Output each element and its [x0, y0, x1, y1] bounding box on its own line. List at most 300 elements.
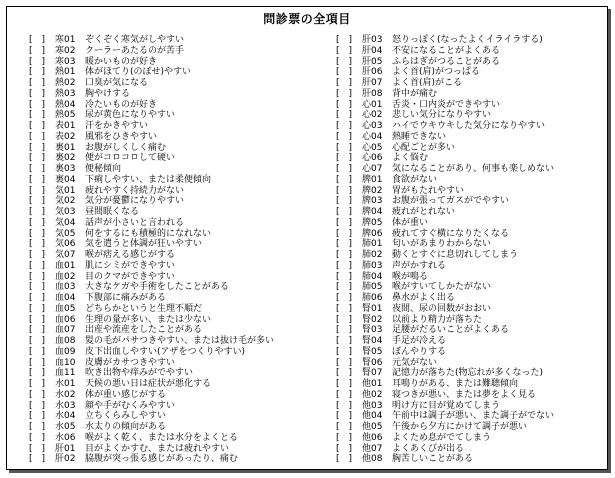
item-text: 声がかすれる [392, 260, 447, 271]
checkbox-bracket[interactable]: [ ] [336, 207, 353, 217]
item-text: ぼんやりする [392, 346, 447, 357]
item-code: 脾02 [362, 185, 383, 196]
checkbox-bracket[interactable]: [ ] [336, 303, 353, 314]
checkbox-bracket[interactable]: [ ] [336, 142, 353, 153]
checklist-item[interactable] [29, 379, 329, 390]
item-code: 血02 [55, 271, 76, 282]
item-code: 肝05 [362, 56, 383, 67]
item-code: 他04 [362, 411, 383, 422]
checkbox-bracket[interactable]: [ ] [336, 250, 353, 260]
checklist-item[interactable] [336, 57, 604, 68]
checklist-item[interactable] [336, 422, 604, 433]
checklist-item[interactable] [29, 433, 329, 444]
item-text: 下腹部に痛みがある [85, 293, 167, 303]
checklist-item[interactable] [29, 315, 329, 326]
checklist-item[interactable] [336, 444, 604, 455]
checklist-item[interactable] [336, 35, 604, 46]
checklist-item[interactable] [336, 304, 604, 315]
checkbox-bracket[interactable]: [ ] [336, 45, 353, 56]
checkbox-bracket[interactable]: [ ] [336, 217, 353, 228]
checkbox-bracket[interactable]: [ ] [29, 282, 46, 293]
checklist-item[interactable] [336, 229, 604, 240]
page-title: 問診票の全項目 [263, 12, 351, 26]
item-code: 水05 [55, 422, 76, 432]
item-code: 脾04 [362, 207, 383, 217]
checklist-item[interactable] [29, 325, 329, 336]
item-text: 目のクマができやすい [85, 271, 176, 282]
checklist-item[interactable] [336, 207, 604, 218]
checkbox-bracket[interactable]: [ ] [29, 67, 46, 78]
checkbox-bracket[interactable]: [ ] [336, 153, 353, 164]
item-text: 下痢しやすい、または柔便傾向 [85, 174, 212, 185]
checklist-item[interactable] [336, 46, 604, 57]
checklist-item[interactable] [336, 390, 604, 401]
checkbox-bracket[interactable]: [ ] [336, 411, 353, 422]
item-text: どちらかというと生理不順だ [85, 303, 203, 314]
checklist-item[interactable] [29, 175, 329, 186]
checkbox-bracket[interactable]: [ ] [29, 174, 46, 185]
item-code: 水01 [55, 379, 76, 389]
checklist-item[interactable] [29, 261, 329, 272]
item-text: 吹き出物や痒みがでやすい [85, 368, 194, 379]
item-text: 疲れてすぐ横になりたくなる [392, 228, 510, 239]
checkbox-bracket[interactable]: [ ] [29, 293, 46, 303]
item-text: よく首(肩)がつっぱる [392, 67, 480, 78]
checkbox-bracket[interactable]: [ ] [29, 314, 46, 325]
checklist-item[interactable] [336, 175, 604, 186]
item-code: 脾03 [362, 196, 383, 207]
item-code: 血06 [55, 314, 76, 325]
item-text: よくため息がでてしまう [392, 432, 492, 443]
item-text: お腹がしくしく痛む [85, 142, 167, 153]
checklist-item[interactable] [29, 164, 329, 175]
item-code: 他02 [362, 389, 383, 400]
item-code: 血04 [55, 293, 76, 303]
checkbox-bracket[interactable]: [ ] [336, 196, 353, 207]
checklist-item[interactable] [336, 347, 604, 358]
item-code: 熱02 [55, 78, 76, 88]
checklist-item[interactable] [336, 250, 604, 261]
item-text: 髪の毛がパサつきやすい、または抜け毛が多い [85, 336, 275, 346]
checkbox-bracket[interactable]: [ ] [29, 422, 46, 432]
checklist-item[interactable] [336, 272, 604, 283]
item-code: 心01 [362, 99, 383, 110]
item-code: 気06 [55, 239, 76, 250]
questionnaire-sheet [6, 6, 608, 470]
item-text: 体がほてり(のぼせ)やすい [85, 67, 192, 78]
checkbox-bracket[interactable]: [ ] [336, 325, 353, 336]
checkbox-bracket[interactable]: [ ] [336, 379, 353, 389]
checkbox-bracket[interactable]: [ ] [336, 432, 353, 443]
checklist-item[interactable] [29, 46, 329, 57]
item-code: 肝04 [362, 45, 383, 56]
checklist-item[interactable] [29, 196, 329, 207]
item-code: 脾01 [362, 174, 383, 185]
item-text: 午前中は調子が悪い、また調子がでない [392, 411, 555, 422]
checklist-item[interactable] [29, 293, 329, 304]
checklist-item[interactable] [29, 57, 329, 68]
checkbox-bracket[interactable]: [ ] [336, 357, 353, 368]
checkbox-bracket[interactable]: [ ] [29, 131, 46, 142]
item-text: 不安になることがよくある [392, 45, 501, 56]
item-text: 胸苦しいことがある [392, 454, 474, 465]
item-code: 腎01 [362, 303, 383, 314]
checkbox-bracket[interactable]: [ ] [29, 260, 46, 271]
item-code: 気02 [55, 196, 76, 207]
checkbox-bracket[interactable]: [ ] [29, 217, 46, 228]
item-text: 喉がすいてしかたがない [392, 282, 492, 293]
checkbox-bracket[interactable]: [ ] [29, 400, 46, 411]
checklist-item[interactable] [29, 368, 329, 379]
item-text: 大きなケガや手術をしたことがある [85, 282, 229, 293]
item-text: 疲れやすく持続力がない [85, 185, 185, 196]
checklist-item[interactable] [336, 89, 604, 100]
item-code: 腎02 [362, 314, 383, 325]
checklist-item[interactable] [29, 78, 329, 89]
checkbox-bracket[interactable]: [ ] [29, 78, 46, 88]
item-text: 心配ごとが多い [392, 142, 456, 153]
item-text: 元気がない [392, 357, 438, 368]
checklist-item[interactable] [336, 164, 604, 175]
checkbox-bracket[interactable]: [ ] [29, 346, 46, 357]
item-code: 熱04 [55, 99, 76, 110]
item-text: 耳鳴りがある、または難聴傾向 [392, 379, 519, 389]
checklist-item[interactable] [29, 218, 329, 229]
checklist-item[interactable] [336, 358, 604, 369]
checkbox-bracket[interactable]: [ ] [29, 379, 46, 389]
item-text: 手足が冷える [392, 336, 447, 346]
checkbox-bracket[interactable]: [ ] [29, 271, 46, 282]
item-code: 他05 [362, 422, 383, 432]
checklist-item[interactable] [336, 153, 604, 164]
checkbox-bracket[interactable]: [ ] [29, 153, 46, 164]
checkbox-bracket[interactable]: [ ] [29, 303, 46, 314]
item-text: 皮膚がカサつきやすい [85, 357, 176, 368]
checkbox-bracket[interactable]: [ ] [29, 325, 46, 336]
item-code: 気07 [55, 250, 76, 260]
item-text: 疲れがとれない [392, 207, 456, 217]
checkbox-bracket[interactable]: [ ] [336, 228, 353, 239]
checkbox-bracket[interactable]: [ ] [29, 443, 46, 454]
checklist-item[interactable] [336, 261, 604, 272]
item-code: 気04 [55, 217, 76, 228]
checklist-item[interactable] [29, 110, 329, 121]
checkbox-bracket[interactable]: [ ] [29, 88, 46, 99]
checklist-item[interactable] [336, 368, 604, 379]
checklist-item[interactable] [29, 67, 329, 78]
item-text: 胃がもたれやすい [392, 185, 465, 196]
checklist-item[interactable] [336, 100, 604, 111]
checklist-item[interactable] [336, 379, 604, 390]
item-text: 体が重い感じがする [85, 389, 167, 400]
item-text: 足腰がだるいことがよくある [392, 325, 510, 336]
item-code: 他01 [362, 379, 383, 389]
checklist-item[interactable] [336, 110, 604, 121]
checklist-item[interactable] [336, 401, 604, 412]
item-text: 話声が小さいと言われる [85, 217, 185, 228]
item-code: 熱05 [55, 110, 76, 121]
checklist-item[interactable] [336, 218, 604, 229]
checklist-item[interactable] [336, 239, 604, 250]
item-text: 尿が黄色になりやすい [85, 110, 176, 121]
item-text: 便秘傾向 [85, 164, 122, 174]
checkbox-bracket[interactable]: [ ] [336, 454, 353, 465]
item-text: 記憶力が落ちた(物忘れが多くなった) [392, 368, 544, 379]
checkbox-bracket[interactable]: [ ] [29, 207, 46, 217]
item-text: よくあくびが出る [392, 443, 465, 454]
checkbox-bracket[interactable]: [ ] [336, 282, 353, 293]
item-text: 寝つきが悪い、または夢をよく見る [392, 389, 537, 400]
checkbox-bracket[interactable]: [ ] [336, 389, 353, 400]
item-text: ぞくぞく寒気がしやすい [85, 35, 185, 45]
item-text: 生理の量が多い、または少ない [85, 314, 212, 325]
item-code: 血11 [55, 368, 76, 379]
item-code: 肺05 [362, 282, 383, 293]
checklist-item[interactable] [29, 229, 329, 240]
item-code: 肝01 [55, 443, 76, 454]
checkbox-bracket[interactable]: [ ] [336, 293, 353, 303]
item-text: 何をするにも積極的になれない [85, 228, 212, 239]
checklist-item[interactable] [336, 433, 604, 444]
checklist-item[interactable] [29, 250, 329, 261]
checkbox-bracket[interactable]: [ ] [336, 336, 353, 346]
checkbox-bracket[interactable]: [ ] [336, 422, 353, 432]
checklist-item[interactable] [336, 411, 604, 422]
item-text: 午後から夕方にかけて調子が悪い [392, 422, 528, 432]
item-code: 他08 [362, 454, 383, 465]
checklist-item[interactable] [336, 454, 604, 465]
item-text: よく首(肩)がこる [392, 78, 463, 88]
item-code: 熱03 [55, 88, 76, 99]
checkbox-bracket[interactable]: [ ] [336, 164, 353, 174]
checkbox-bracket[interactable]: [ ] [336, 443, 353, 454]
checkbox-bracket[interactable]: [ ] [336, 314, 353, 325]
item-code: 肺02 [362, 250, 383, 260]
item-text: ふらはぎがつることがある [392, 56, 501, 67]
checklist-item[interactable] [29, 304, 329, 315]
item-code: 他07 [362, 443, 383, 454]
item-text: 舌炎・口内炎ができやすい [392, 99, 501, 110]
checkbox-bracket[interactable]: [ ] [336, 67, 353, 78]
checklist-item[interactable] [336, 293, 604, 304]
right-item-list [336, 35, 604, 465]
checklist-item[interactable] [29, 422, 329, 433]
item-text: 出産や流産をしたことがある [85, 325, 203, 336]
checkbox-bracket[interactable]: [ ] [29, 110, 46, 121]
checkbox-bracket[interactable]: [ ] [29, 99, 46, 110]
item-code: 脾05 [362, 217, 383, 228]
checkbox-bracket[interactable]: [ ] [29, 411, 46, 422]
checklist-item[interactable] [336, 196, 604, 207]
checkbox-bracket[interactable]: [ ] [336, 239, 353, 250]
item-text: 胸やけする [85, 88, 131, 99]
item-text: 体が重い [392, 217, 429, 228]
item-text: 気を遣うと体調が狂いやすい [85, 239, 203, 250]
item-code: 心04 [362, 131, 383, 142]
item-code: 血09 [55, 346, 76, 357]
item-text: 以前より精力が落ちた [392, 314, 483, 325]
checkbox-bracket[interactable]: [ ] [336, 260, 353, 271]
item-text: 口臭が気になる [85, 78, 149, 88]
checklist-item[interactable] [336, 121, 604, 132]
checkbox-bracket[interactable]: [ ] [29, 196, 46, 207]
checklist-item[interactable] [29, 358, 329, 369]
item-text: 夜間、尿の回数がおおい [392, 303, 492, 314]
item-text: 喉が鳴る [392, 271, 429, 282]
checkbox-bracket[interactable]: [ ] [29, 250, 46, 260]
checkbox-bracket[interactable]: [ ] [29, 45, 46, 56]
item-text: 気分が憂鬱になりやすい [85, 196, 185, 207]
item-code: 肺01 [362, 239, 383, 250]
item-text: 暖かいものが好き [85, 56, 158, 67]
item-code: 寒02 [55, 45, 76, 56]
checkbox-bracket[interactable]: [ ] [336, 131, 353, 142]
item-code: 裏02 [55, 153, 76, 164]
item-text: 鼻水がよく出る [392, 293, 456, 303]
checkbox-bracket[interactable]: [ ] [336, 121, 353, 131]
checkbox-bracket[interactable]: [ ] [336, 185, 353, 196]
checklist-item[interactable] [29, 444, 329, 455]
checkbox-bracket[interactable]: [ ] [29, 389, 46, 400]
item-text: お腹が張ってガスがでやすい [392, 196, 510, 207]
checkbox-bracket[interactable]: [ ] [29, 357, 46, 368]
checkbox-bracket[interactable]: [ ] [29, 454, 46, 465]
checkbox-bracket[interactable]: [ ] [336, 56, 353, 67]
checklist-item[interactable] [336, 143, 604, 154]
checklist-item[interactable] [336, 132, 604, 143]
checklist-item[interactable] [29, 390, 329, 401]
item-text: 便がコロコロして硬い [85, 153, 176, 164]
checkbox-bracket[interactable]: [ ] [29, 368, 46, 379]
checklist-item[interactable] [29, 35, 329, 46]
checkbox-bracket[interactable]: [ ] [29, 239, 46, 250]
item-code: 肺06 [362, 293, 383, 303]
item-text: 喉が痞える感じがする [85, 250, 176, 260]
item-code: 脾06 [362, 228, 383, 239]
item-text: 気になることがあり、何事も楽しめない [392, 164, 555, 174]
item-code: 血10 [55, 357, 76, 368]
item-text: 動くとすぐに息切れしてしまう [392, 250, 519, 260]
item-code: 水06 [55, 432, 76, 443]
item-text: 明け方に目が覚めてしまう [392, 400, 501, 411]
checklist-item[interactable] [29, 239, 329, 250]
item-text: ハイでウキウキした気分になりやすい [392, 121, 546, 131]
checkbox-bracket[interactable]: [ ] [29, 336, 46, 346]
checkbox-bracket[interactable]: [ ] [336, 88, 353, 99]
item-code: 表01 [55, 121, 76, 131]
item-code: 血08 [55, 336, 76, 346]
checkbox-bracket[interactable]: [ ] [336, 271, 353, 282]
checklist-item[interactable] [29, 272, 329, 283]
item-text: 脇腹が突っ張る感じがあったり、痛む [85, 454, 238, 465]
checklist-item[interactable] [29, 186, 329, 197]
checklist-item[interactable] [336, 325, 604, 336]
checklist-item[interactable] [336, 315, 604, 326]
item-code: 肝06 [362, 67, 383, 78]
checkbox-bracket[interactable]: [ ] [29, 185, 46, 196]
checklist-item[interactable] [29, 347, 329, 358]
item-code: 肝07 [362, 78, 383, 88]
checkbox-bracket[interactable]: [ ] [336, 346, 353, 357]
checklist-item[interactable] [29, 454, 329, 465]
checkbox-bracket[interactable]: [ ] [29, 432, 46, 443]
item-code: 心06 [362, 153, 383, 164]
checklist-item[interactable] [29, 282, 329, 293]
item-code: 表02 [55, 131, 76, 142]
item-code: 腎04 [362, 336, 383, 346]
item-code: 水02 [55, 389, 76, 400]
item-text: 怒りっぽく(なったよくイライラする) [392, 35, 543, 45]
item-text: 冷たいものが好き [85, 99, 158, 110]
checklist-item[interactable] [29, 153, 329, 164]
item-code: 血03 [55, 282, 76, 293]
item-code: 裏04 [55, 174, 76, 185]
checklist-item[interactable] [336, 186, 604, 197]
checkbox-bracket[interactable]: [ ] [336, 400, 353, 411]
item-text: 目がよくかすむ、または疲れやすい [85, 443, 230, 454]
checkbox-bracket[interactable]: [ ] [336, 35, 353, 45]
checkbox-bracket[interactable]: [ ] [29, 121, 46, 131]
checklist-item[interactable] [336, 336, 604, 347]
checklist-item[interactable] [29, 411, 329, 422]
checkbox-bracket[interactable]: [ ] [29, 56, 46, 67]
checklist-item[interactable] [336, 78, 604, 89]
checkbox-bracket[interactable]: [ ] [336, 110, 353, 121]
item-code: 肺04 [362, 271, 383, 282]
item-text: 昼間眠くなる [85, 207, 140, 217]
item-text: 水太りの傾向がある [85, 422, 167, 432]
checkbox-bracket[interactable]: [ ] [336, 174, 353, 185]
item-code: 裏03 [55, 164, 76, 174]
item-code: 肝08 [362, 88, 383, 99]
item-text: 匂いがあまりわからない [392, 239, 492, 250]
item-code: 気05 [55, 228, 76, 239]
item-code: 血01 [55, 260, 76, 271]
checklist-item[interactable] [29, 89, 329, 100]
checkbox-bracket[interactable]: [ ] [29, 35, 46, 45]
item-code: 気03 [55, 207, 76, 217]
item-text: 熱睡できない [392, 131, 447, 142]
checklist-item[interactable] [29, 132, 329, 143]
checklist-item[interactable] [29, 121, 329, 132]
item-code: 熱01 [55, 67, 76, 78]
checkbox-bracket[interactable]: [ ] [336, 368, 353, 379]
item-code: 肝02 [55, 454, 76, 465]
checklist-item[interactable] [29, 207, 329, 218]
checkbox-bracket[interactable]: [ ] [29, 164, 46, 174]
item-code: 水03 [55, 400, 76, 411]
checklist-item[interactable] [29, 401, 329, 412]
checklist-item[interactable] [29, 143, 329, 154]
checkbox-bracket[interactable]: [ ] [29, 228, 46, 239]
checkbox-bracket[interactable]: [ ] [336, 99, 353, 110]
checkbox-bracket[interactable]: [ ] [336, 78, 353, 88]
checklist-item[interactable] [29, 336, 329, 347]
item-code: 心07 [362, 164, 383, 174]
item-code: 心02 [362, 110, 383, 121]
item-text: 肌にシミができやすい [85, 260, 176, 271]
item-text: 食欲がない [392, 174, 438, 185]
checkbox-bracket[interactable]: [ ] [29, 142, 46, 153]
checklist-item[interactable] [336, 67, 604, 78]
item-text: よく悩む [392, 153, 429, 164]
item-text: 汗をかきやすい [85, 121, 149, 131]
left-item-list [29, 35, 329, 465]
checklist-item[interactable] [336, 282, 604, 293]
checklist-item[interactable] [29, 100, 329, 111]
item-text: 悲しい気分になりやすい [392, 110, 492, 121]
item-text: 風邪をひきやすい [85, 131, 158, 142]
